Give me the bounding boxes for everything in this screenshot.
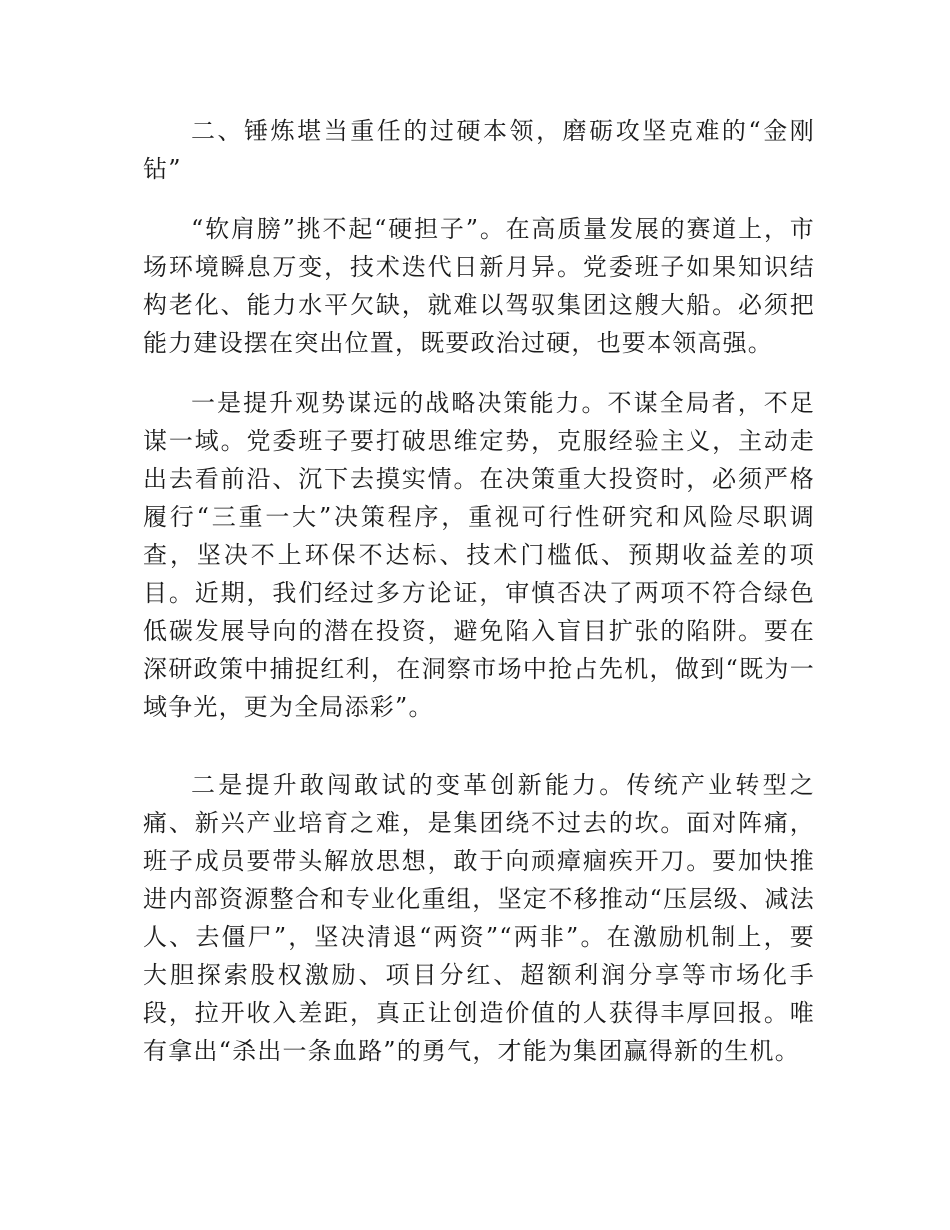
paragraph-reform-innovation: 二是提升敢闯敢试的变革创新能力。传统产业转型之痛、新兴产业培育之难，是集团绕不过去的坎。面对阵痛，班子成员要带头解放思想，敢于向顽瘴痼疾开刀。要加快推进内部资源整合和专业化重组，坚定不移推动“压层级、减法人、去僵尸”，坚决清退“两资”“两非”。在激励机制上，要大胆探索股权激励、项目分红、超额利润分享等市场化手段，拉开收入差距，真正让创造价值的人获得丰厚回报。唯有拿出“杀出一条血路”的勇气，才能为集团赢得新的生机。	[143, 771, 815, 1065]
section-heading: 二、锤炼堪当重任的过硬本领，磨砺攻坚克难的“金刚钻”	[143, 117, 815, 183]
paragraph-intro: “软肩膀”挑不起“硬担子”。在高质量发展的赛道上，市场环境瞬息万变，技术迭代日新月异。党委班子如果知识结构老化、能力水平欠缺，就难以驾驭集团这艘大船。必须把能力建设摆在突出位置，既要政治过硬，也要本领高强。	[143, 215, 815, 357]
paragraph-strategic-decision: 一是提升观势谋远的战略决策能力。不谋全局者，不足谋一域。党委班子要打破思维定势，克服经验主义，主动走出去看前沿、沉下去摸实情。在决策重大投资时，必须严格履行“三重一大”决策程序，重视可行性研究和风险尽职调查，坚决不上环保不达标、技术门槛低、预期收益差的项目。近期，我们经过多方论证，审慎否决了两项不符合绿色低碳发展导向的潜在投资，避免陷入盲目扩张的陷阱。要在深研政策中捕捉红利，在洞察市场中抢占先机，做到“既为一域争光，更为全局添彩”。	[143, 389, 815, 721]
